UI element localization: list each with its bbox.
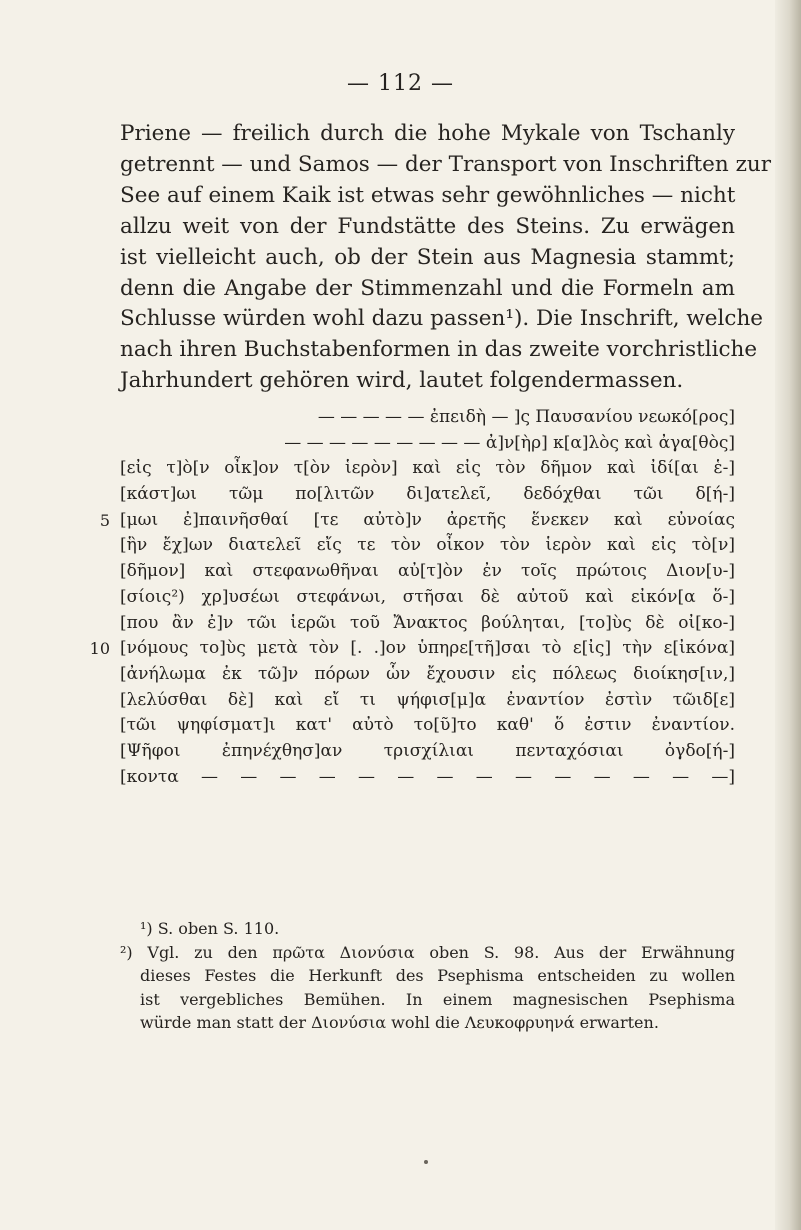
inscription-text: — — — — — — — — — ἀ]ν[ὴρ] κ[α]λὸς καὶ ἀγα[θὸς] [284,432,735,453]
body-line: nach ihren Buchstabenformen in das zweite vorchristliche [120,337,758,363]
inscription-text: [ἀνήλωμα ἐκ τῶ]ν πόρων ὧν ἔχουσιν εἰς πόλεως διοίκησ[ιν,] [120,663,735,684]
inscription-line [0,559,801,585]
footnote-line: würde man statt der Διονύσια wohl die Λευκοφρυηνά erwarten. [140,1013,659,1033]
body-line: denn die Angabe der Stimmenzahl und die Formeln am [120,275,735,301]
line-number: 10 [89,639,110,659]
line-number: 5 [99,510,110,530]
footnote-line: ist vergebliches Bemühen. In einem magnesischen Psephisma [140,989,735,1009]
inscription-text: [εἰς τ]ὸ[ν οἶκ]ον τ[ὸν ἱερὸν] καὶ εἰς τὸν δῆμον καὶ ἰδί[αι ἑ-] [120,458,735,479]
inscription-line [0,688,801,714]
inscription-text: [Ψῆφοι ἐπηνέχθησ]αν τρισχίλιαι πενταχόσιαι ὀγδο[ή-] [120,740,735,761]
inscription-line [0,765,801,791]
footnotes [120,917,735,1035]
inscription-text: [δῆμον] καὶ στεφανωθῆναι αὐ[τ]ὸν ἐν τοῖς πρώτοις Διον[υ-] [120,561,735,582]
body-line: allzu weit von der Fundstätte des Steins. Zu erwägen [120,213,735,239]
page-number: — 112 — [347,71,454,96]
inscription-text: [σίοις²) χρ]υσέωι στεφάνωι, στῆσαι δὲ αὐτοῦ καὶ εἰκόν[α ὅ-] [120,586,735,607]
print-speck [424,1160,428,1164]
body-line: Priene — freilich durch die hohe Mykale von Tschanly [120,121,735,146]
inscription-text: [μωι ἐ]παινῆσθαί [τε αὐτὸ]ν ἀρετῆς ἕνεκεν καὶ εὐνοίας [120,509,735,530]
inscription-text: [λελύσθαι δὲ] καὶ εἴ τι ψήφισ[μ]α ἐναντίον ἐστὶν τῶιδ[ε] [120,689,735,710]
body-line: Jahrhundert gehören wird, lautet folgendermassen. [120,368,684,394]
footnote-line: ¹) S. oben S. 110. [140,919,280,938]
inscription-text: [τῶι ψηφίσματ]ι κατ' αὐτὸ το[ῦ]το καθ' ὅ ἐστιν ἐναντίον. [120,715,735,736]
inscription-line [0,662,801,688]
inscription-text: [ἣν ἔχ]ων διατελεῖ εἴς τε τὸν οἶκον τὸν ἱερὸν καὶ εἰς τὸ[ν] [120,535,735,556]
inscription-line [0,713,801,739]
inscription-line [0,611,801,637]
inscription-text: [κάστ]ωι τῶμ πο[λιτῶν δι]ατελεῖ, δεδόχθαι τῶι δ[ή-] [120,484,735,505]
body-line: ist vielleicht auch, ob der Stein aus Magnesia stammt; [120,244,735,270]
footnote-line: dieses Festes die Herkunft des Psephisma entscheiden zu wollen [140,966,735,986]
body-line: See auf einem Kaik ist etwas sehr gewöhnliches — nicht [120,182,736,208]
footnote-line: ²) Vgl. zu den πρῶτα Διονύσια oben S. 98. Aus der Erwähnung [120,942,735,962]
body-line: Schlusse würden wohl dazu passen¹). Die Inschrift, welche [120,306,764,332]
body-line: getrennt — und Samos — der Transport von Inschriften zur [120,151,772,177]
inscription-line [0,585,801,611]
greek-inscription [0,405,801,790]
inscription-text: [που ἂν ἐ]ν τῶι ἱερῶι τοῦ Ἄνακτος βούληται, [το]ὺς δὲ οἰ[κο-] [120,612,735,633]
inscription-line [0,739,801,765]
inscription-text: [κοντα — — — — — — — — — — — — — —] [120,766,735,787]
inscription-line [0,508,801,534]
inscription-line [0,405,801,431]
inscription-text: [νόμους το]ὺς μετὰ τὸν [. .]ον ὑπηρε[τῆ]σαι τὸ ε[ἰς] τὴν ε[ἰκόνα] [120,638,735,659]
inscription-line [0,431,801,457]
inscription-line [0,533,801,559]
body-text [120,119,772,397]
inscription-line [0,456,801,482]
inscription-line [0,636,801,662]
inscription-text: — — — — — ἐπειδὴ — ]ς Παυσανίου νεωκό[ρος] [317,407,735,427]
inscription-line [0,482,801,508]
